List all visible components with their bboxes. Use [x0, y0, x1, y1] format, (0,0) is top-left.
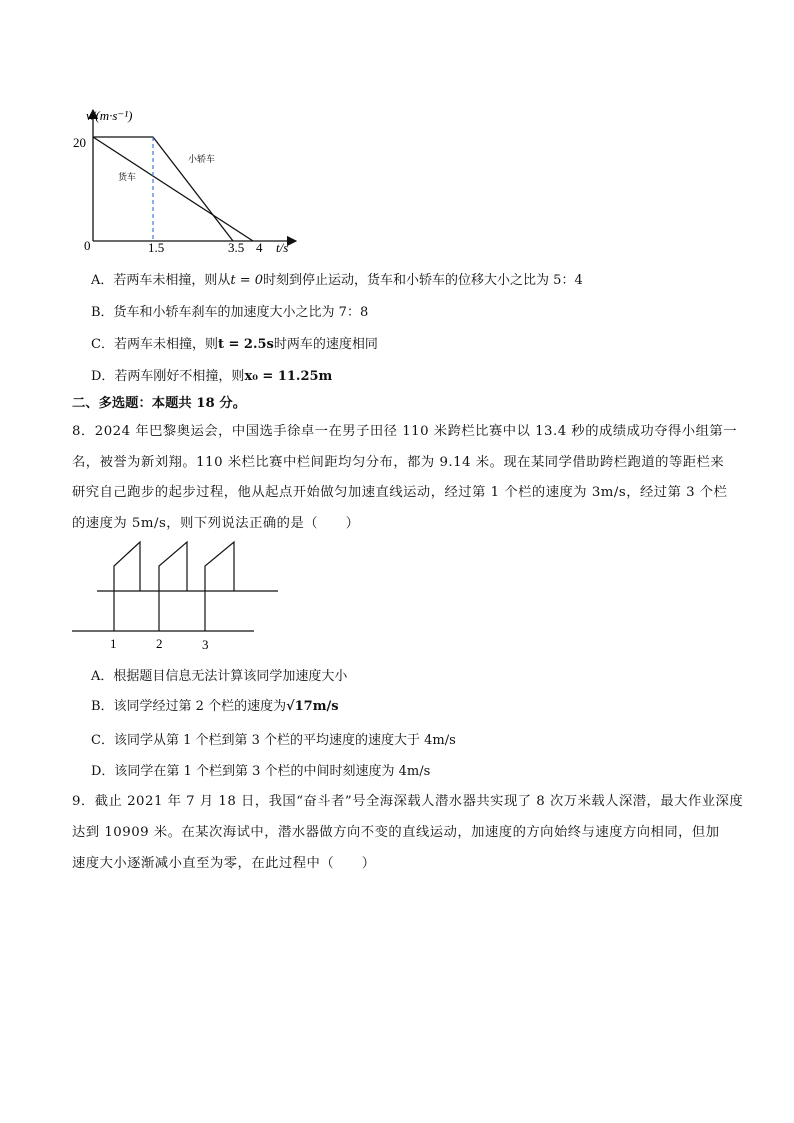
q7-option-a [91, 269, 583, 288]
hurdle-2 [159, 542, 187, 631]
q8-line-2: 名，被誉为新刘翔。110 米栏比赛中栏间距均匀分布，都为 9.14 米。现在某同学借助跨栏跑道的等距栏来 [72, 455, 725, 470]
q9-line-1: 9．截止 2021 年 7 月 18 日，我国“奋斗者”号全海深载人潜水器共实现了 8 次万米载人深潜，最大作业深度 [72, 794, 744, 809]
q8-option-c-text: C．该同学从第 1 个栏到第 3 个栏的平均速度的速度大于 4m/s [91, 733, 456, 748]
q8-option-a [91, 665, 347, 684]
hurdle-3 [205, 542, 234, 631]
x-tick-4: 4 [256, 240, 263, 255]
q7-option-b [91, 301, 368, 320]
x-tick-1-5: 1.5 [148, 240, 165, 255]
q8-option-b [91, 695, 339, 714]
hurdle-label-3: 3 [202, 637, 209, 652]
q8-option-c [91, 729, 456, 748]
q8-option-b-text: B．该同学经过第 2 个栏的速度为 [91, 699, 287, 714]
origin-label: 0 [84, 238, 91, 253]
q7-option-a-text: A．若两车未相撞，则从 [91, 273, 231, 288]
q8-option-b-math: √17m/s [286, 699, 339, 714]
q7-option-c-text-2: 时两车的速度相同 [273, 337, 378, 352]
q8-option-a-text: A．根据题目信息无法计算该同学加速度大小 [91, 669, 348, 684]
car-velocity-line [93, 137, 233, 241]
q7-option-d [91, 365, 332, 384]
q8-line-3: 研究自己跑步的起步过程，他从起点开始做匀加速直线运动，经过第 1 个栏的速度为 3m/s，经过第 3 个栏 [72, 485, 728, 500]
q7-option-c-text: C．若两车未相撞，则 [91, 337, 218, 352]
truck-velocity-line [93, 137, 253, 241]
y-axis-label: v/(m·s⁻¹) [86, 108, 133, 123]
section-2-header: 二、多选题：本题共 18 分。 [72, 396, 247, 411]
q7-option-d-math: x₀ = 11.25m [244, 369, 333, 384]
truck-label: 货车 [118, 172, 137, 182]
hurdles-diagram [70, 538, 290, 654]
velocity-time-graph [60, 100, 310, 260]
q7-option-c-math: t = 2.5s [217, 337, 274, 352]
q8-line-1: 8．2024 年巴黎奥运会，中国选手徐卓一在男子田径 110 米跨栏比赛中以 13.4 秒的成绩成功夺得小组第一 [72, 424, 737, 439]
q7-option-a-text-2: 时刻到停止运动，货车和小轿车的位移大小之比为 5：4 [263, 273, 583, 288]
hurdle-label-2: 2 [156, 636, 163, 651]
q8-line-4: 的速度为 5m/s，则下列说法正确的是（ ） [72, 516, 360, 531]
q9-line-2: 达到 10909 米。在某次海试中，潜水器做方向不变的直线运动，加速度的方向始终与速度方向相同，但加 [72, 825, 720, 840]
hurdle-1 [114, 542, 140, 631]
q7-option-c [91, 333, 378, 352]
q7-option-d-text: D．若两车刚好不相撞，则 [91, 369, 245, 384]
q7-option-b-text: B．货车和小轿车刹车的加速度大小之比为 7：8 [91, 305, 369, 320]
q9-line-3: 速度大小逐渐减小直至为零，在此过程中（ ） [72, 856, 376, 871]
q8-option-d [91, 760, 430, 779]
car-label: 小轿车 [188, 154, 216, 164]
q8-option-d-text: D．该同学在第 1 个栏到第 3 个栏的中间时刻速度为 4m/s [91, 764, 431, 779]
x-axis-label: t/s [276, 240, 289, 255]
x-tick-3-5: 3.5 [228, 240, 245, 255]
q7-option-a-math: t = 0 [230, 273, 264, 288]
y-tick-20: 20 [73, 135, 86, 150]
hurdle-label-1: 1 [110, 636, 117, 651]
